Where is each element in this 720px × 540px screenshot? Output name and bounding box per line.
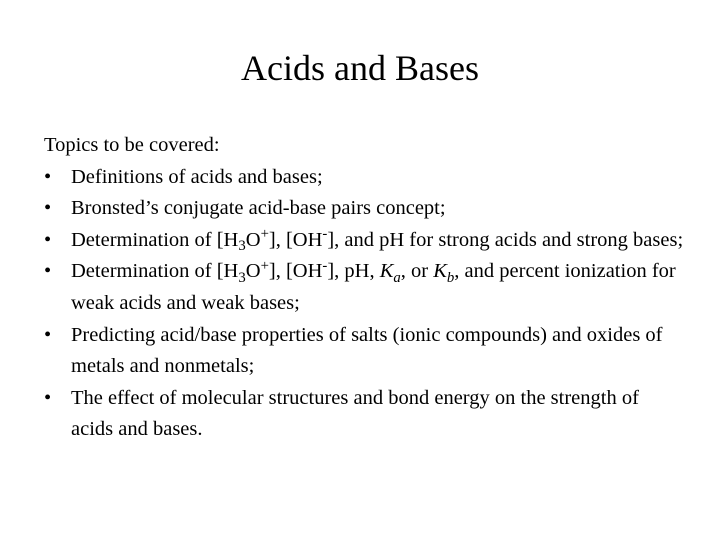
topic-text: Definitions of acids and bases; xyxy=(71,165,323,188)
list-item xyxy=(44,193,684,225)
topic-text xyxy=(71,260,676,314)
list-item xyxy=(44,162,684,194)
ka-subscript: a xyxy=(393,269,401,286)
list-item xyxy=(44,256,684,319)
slide-title: Acids and Bases xyxy=(241,48,479,88)
list-item xyxy=(44,320,684,383)
topic-text-part: Determination of [H xyxy=(71,260,239,283)
list-item xyxy=(44,225,684,257)
slide-content xyxy=(44,130,684,446)
subscript xyxy=(447,270,454,286)
topic-text-part: ], pH, xyxy=(327,260,380,283)
topic-text xyxy=(71,226,684,254)
topic-text: Bronsted’s conjugate acid-base pairs concept; xyxy=(71,197,446,220)
superscript: + xyxy=(260,258,269,274)
topic-text-part: Determination of [H xyxy=(71,228,239,251)
topic-text: Predicting acid/base properties of salts (ionic compounds) and oxides of metals and nonmetals; xyxy=(71,323,663,378)
ka-symbol: K xyxy=(379,260,394,283)
kb-subscript: b xyxy=(446,269,455,286)
topic-text-part: O xyxy=(245,228,261,251)
superscript: + xyxy=(260,226,269,243)
bullet-icon: • xyxy=(44,165,52,188)
subscript xyxy=(393,270,400,286)
superscript: - xyxy=(322,258,328,274)
topic-text-part: , and percent ionization for weak acids and weak bases; xyxy=(71,260,676,314)
topics-list xyxy=(44,162,684,446)
kb-symbol: K xyxy=(433,260,447,283)
topic-text: The effect of molecular structures and bond energy on the strength of acids and bases. xyxy=(71,386,639,441)
topic-text-part: , or xyxy=(400,260,434,283)
list-item xyxy=(44,383,684,446)
bullet-icon: • xyxy=(44,386,52,409)
topics-intro: Topics to be covered: xyxy=(44,134,220,156)
bullet-icon: • xyxy=(44,197,52,220)
superscript: - xyxy=(322,226,328,243)
bullet-icon: • xyxy=(44,260,52,283)
bullet-icon: • xyxy=(44,228,52,251)
subscript: 3 xyxy=(238,269,246,286)
topic-text-part: ], and pH for strong acids and strong bases; xyxy=(327,228,684,251)
topic-text-part: ], [OH xyxy=(268,260,323,283)
subscript: 3 xyxy=(238,237,246,254)
bullet-icon: • xyxy=(44,323,52,346)
topic-text-part: O xyxy=(245,260,261,283)
topic-text-part: ], [OH xyxy=(268,228,323,251)
